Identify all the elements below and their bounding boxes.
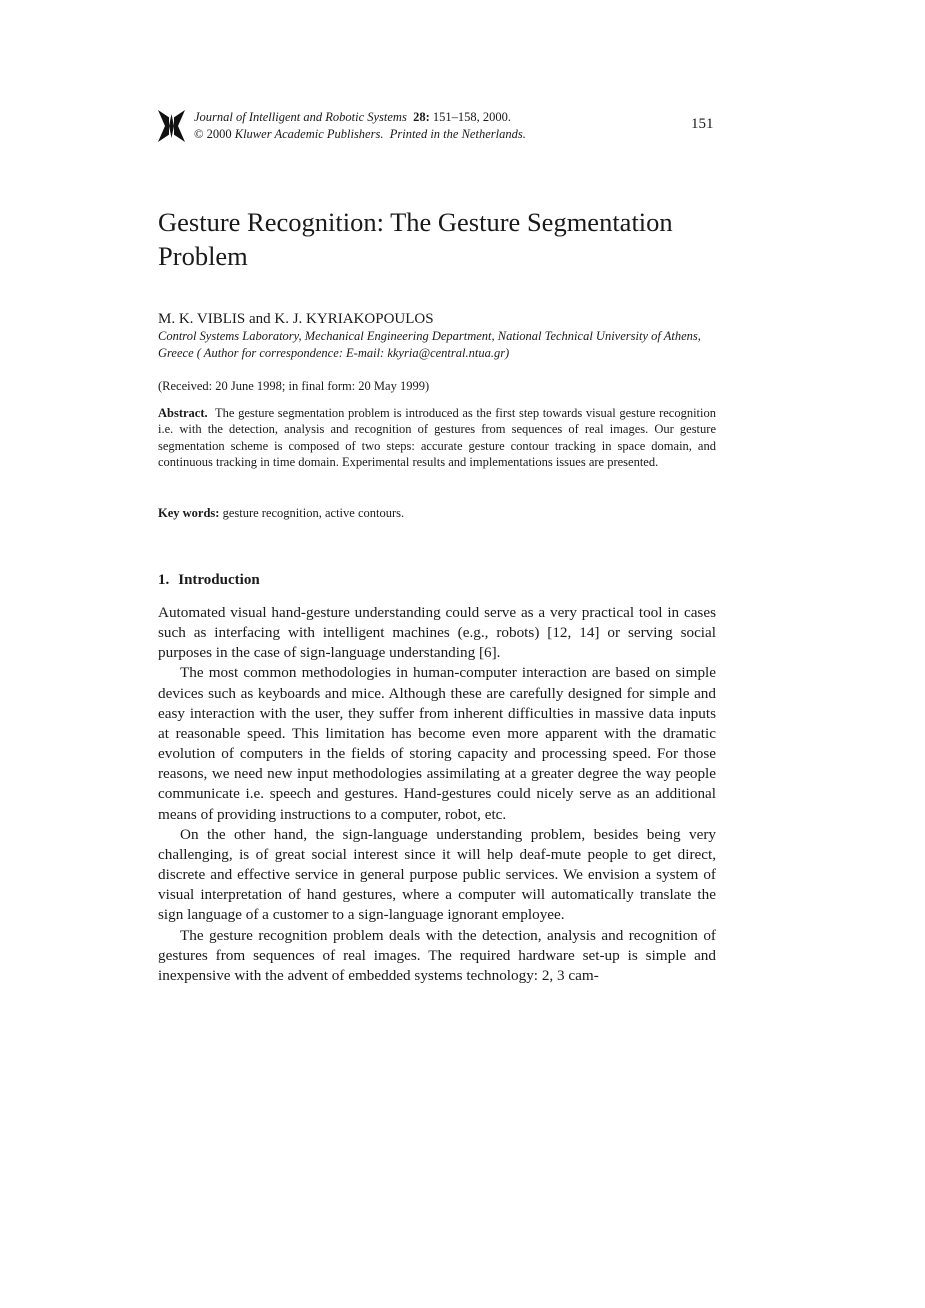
journal-pages-year: 151–158, 2000. <box>432 110 511 124</box>
page-number: 151 <box>691 116 714 132</box>
section-body <box>158 603 716 986</box>
section-number: 1. <box>158 572 170 588</box>
kluwer-logo-icon <box>158 110 185 142</box>
section-title: Introduction <box>178 572 260 588</box>
abstract-text: The gesture segmentation problem is introduced as the first step towards visual gesture recognition i.e. with the detection, analysis and recognition of gestures from sequences of real images. Our gesture segmentation scheme is composed of two steps: accurate gesture contour tracking in space domain, and continuous tracking in time domain. Experimental results and implementations issues are presented. <box>158 406 716 469</box>
author-affiliation: Control Systems Laboratory, Mechanical Engineering Department, National Technical University of Athens, Greece ( Author for correspondence: E-mail: kkyria@central.ntua.gr) <box>158 329 701 360</box>
journal-citation-line <box>194 109 526 126</box>
section-heading <box>158 572 260 589</box>
copyright-line <box>194 126 526 143</box>
paragraph: The gesture recognition problem deals with the detection, analysis and recognition of gestures from sequences of real images. The required hardware set-up is simple and inexpensive with the advent of embedded systems technology: 2, 3 cam- <box>158 926 716 984</box>
article-title: Gesture Recognition: The Gesture Segmentation Problem <box>158 207 673 271</box>
abstract <box>158 405 716 470</box>
keywords-label: Key words: <box>158 506 220 520</box>
publisher-name: Kluwer Academic Publishers. <box>234 127 384 141</box>
printed-location: Printed in the Netherlands. <box>389 127 526 141</box>
journal-info <box>194 109 526 143</box>
abstract-label: Abstract. <box>158 406 208 420</box>
journal-name: Journal of Intelligent and Robotic Systems <box>194 110 407 124</box>
paragraph: The most common methodologies in human-computer interaction are based on simple devices such as keyboards and mice. Although these are carefully designed for simple and easy interaction with the user, they suffer from inherent difficulties in massive data inputs at reasonable speed. This limitation has become even more apparent with the dramatic evolution of computers in the fields of storing capacity and processing speed. For those reasons, we need new input methodologies assimilating at a greater degree the way people communicate i.e. speech and gestures. Hand-gestures could nicely serve as an additional means of providing instructions to a computer, robot, etc. <box>158 664 716 823</box>
received-dates: (Received: 20 June 1998; in final form: 20 May 1999) <box>158 379 430 393</box>
journal-volume: 28: <box>413 110 430 124</box>
keywords <box>158 505 404 522</box>
keywords-text: gesture recognition, active contours. <box>222 506 405 520</box>
article-authors: M. K. VIBLIS and K. J. KYRIAKOPOULOS <box>158 311 434 327</box>
paragraph: On the other hand, the sign-language understanding problem, besides being very challenging, is of great social interest since it will help deaf-mute people to get direct, discrete and effective service in general purpose public services. We envision a system of visual interpretation of hand gestures, where a computer will automatically translate the sign language of a customer to a sign-language ignorant employee. <box>158 825 716 924</box>
copyright-year: © 2000 <box>194 127 232 141</box>
paragraph: Automated visual hand-gesture understanding could serve as a very practical tool in cases such as interfacing with intelligent machines (e.g., robots) [12, 14] or serving social purposes in the case of sign-language understanding [6]. <box>158 604 716 662</box>
